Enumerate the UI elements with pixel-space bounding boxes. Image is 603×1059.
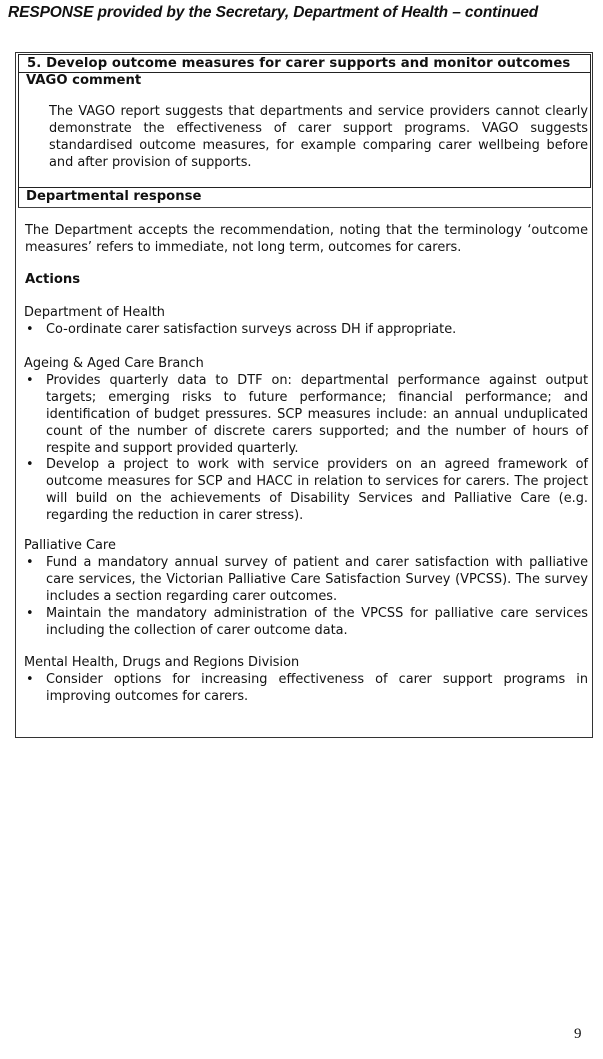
action-group-mental-health xyxy=(24,655,588,706)
group-label: Palliative Care xyxy=(24,538,116,553)
action-group-ageing-aged-care xyxy=(24,356,588,525)
left-divider xyxy=(18,188,19,208)
group-label: Mental Health, Drugs and Regions Division xyxy=(24,655,300,670)
list-item xyxy=(24,672,588,706)
page-header: RESPONSE provided by the Secretary, Department of Health – continued xyxy=(8,4,539,21)
vago-comment-heading: VAGO comment xyxy=(26,73,142,88)
actions-heading: Actions xyxy=(25,272,81,287)
group-label: Ageing & Aged Care Branch xyxy=(24,356,204,371)
recommendation-title: 5. Develop outcome measures for carer supports and monitor outcomes xyxy=(19,55,590,73)
list-item xyxy=(24,457,588,525)
bullet-icon: • xyxy=(26,321,34,337)
list-item-text: Provides quarterly data to DTF on: departmental performance against output targets; emerging risks to future performance; financial performance; and identification of budget pressures. SCP measures include: an annual unduplicated count of the number of discrete carers supported; and the number of hours of respite and support provided quarterly. xyxy=(46,372,588,456)
list-item xyxy=(24,373,588,458)
departmental-response-heading: Departmental response xyxy=(26,189,202,204)
list-item xyxy=(24,606,588,640)
group-label: Department of Health xyxy=(24,305,165,320)
departmental-response-text: The Department accepts the recommendation, noting that the terminology ‘outcome measures’ refers to immediate, not long term, outcomes for carers. xyxy=(25,223,588,255)
list-item-text: Fund a mandatory annual survey of patient and carer satisfaction with palliative care services, the Victorian Palliative Care Satisfaction Survey (VPCSS). The survey includes a section regarding carer outcomes. xyxy=(46,554,588,604)
list-item-text: Consider options for increasing effectiveness of carer support programs in improving outcomes for carers. xyxy=(46,671,588,704)
bullet-icon: • xyxy=(26,372,34,388)
bullet-icon: • xyxy=(26,554,34,570)
list-item-text: Develop a project to work with service providers on an agreed framework of outcome measures for SCP and HACC in relation to services for carers. The project will build on the achievements of Disability Services and Palliative Care (e.g. regarding the reduction in carer stress). xyxy=(46,457,588,524)
page-number: 9 xyxy=(574,1026,582,1042)
response-heading-divider xyxy=(18,207,591,208)
vago-comment-body: The VAGO report suggests that departments and service providers cannot clearly demonstrate the effectiveness of carer support programs. VAGO suggests standardised outcome measures, for example comparing carer wellbeing before and after provision of supports. xyxy=(49,104,588,170)
bullet-icon: • xyxy=(26,605,34,621)
bullet-icon: • xyxy=(26,671,34,687)
bullet-icon: • xyxy=(26,457,34,473)
action-group-department-of-health xyxy=(24,305,588,339)
action-group-palliative-care xyxy=(24,538,588,639)
list-item xyxy=(24,555,588,606)
list-item-text: Co-ordinate carer satisfaction surveys across DH if appropriate. xyxy=(46,321,457,337)
list-item-text: Maintain the mandatory administration of the VPCSS for palliative care services including the collection of carer outcome data. xyxy=(46,605,588,638)
list-item xyxy=(24,322,588,339)
